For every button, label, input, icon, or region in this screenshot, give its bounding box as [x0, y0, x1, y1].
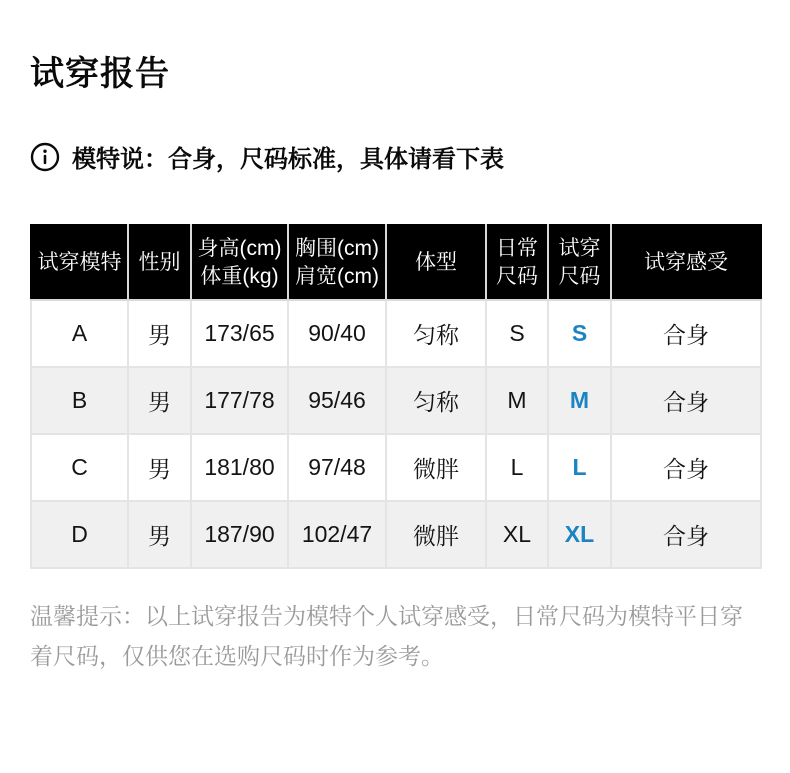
cell-daily-size: S — [486, 300, 548, 367]
table-row — [31, 434, 761, 501]
header-text: 尺码 — [496, 264, 538, 288]
header-text: 肩宽(cm) — [295, 264, 379, 288]
header-cell-fit-feedback — [611, 225, 761, 300]
footer-note-label: 温馨提示： — [30, 603, 145, 630]
header-cell-chest-shoulder — [288, 225, 386, 300]
cell-model: B — [31, 367, 128, 434]
header-cell-gender — [128, 225, 191, 300]
cell-tried-size: L — [548, 434, 611, 501]
cell-height-weight: 187/90 — [191, 501, 288, 568]
model-note-text: 模特说：合身，尺码标准，具体请看下表 — [72, 146, 504, 174]
fitting-report-panel — [0, 56, 790, 676]
footer-note-text: 以上试穿报告为模特个人试穿感受，日常尺码为模特平日穿着尺码，仅供您在选购尺码时作为参考。 — [30, 603, 743, 670]
fitting-report-table — [30, 224, 762, 569]
cell-body-type: 微胖 — [386, 501, 486, 568]
cell-chest-shoulder: 97/48 — [288, 434, 386, 501]
cell-gender: 男 — [128, 367, 191, 434]
header-cell-height-weight — [191, 225, 288, 300]
header-text: 胸围(cm) — [295, 236, 379, 260]
table-row — [31, 300, 761, 367]
header-text: 日常 — [496, 236, 538, 260]
cell-height-weight: 173/65 — [191, 300, 288, 367]
header-text: 体型 — [415, 250, 457, 274]
header-cell-tried-size — [548, 225, 611, 300]
cell-fit-feedback: 合身 — [611, 300, 761, 367]
header-text: 试穿感受 — [644, 250, 728, 274]
model-note — [30, 139, 760, 174]
cell-model: D — [31, 501, 128, 568]
cell-gender: 男 — [128, 300, 191, 367]
cell-body-type: 匀称 — [386, 300, 486, 367]
cell-body-type: 匀称 — [386, 367, 486, 434]
cell-gender: 男 — [128, 501, 191, 568]
cell-tried-size: S — [548, 300, 611, 367]
cell-daily-size: L — [486, 434, 548, 501]
cell-height-weight: 181/80 — [191, 434, 288, 501]
cell-fit-feedback: 合身 — [611, 367, 761, 434]
table-header-row — [31, 225, 761, 300]
cell-chest-shoulder: 95/46 — [288, 367, 386, 434]
info-icon — [30, 142, 60, 172]
header-cell-body-type — [386, 225, 486, 300]
table-row — [31, 367, 761, 434]
cell-model: A — [31, 300, 128, 367]
header-text: 体重(kg) — [200, 264, 279, 288]
header-text: 试穿模特 — [37, 250, 122, 274]
cell-model: C — [31, 434, 128, 501]
cell-chest-shoulder: 90/40 — [288, 300, 386, 367]
cell-daily-size: M — [486, 367, 548, 434]
cell-gender: 男 — [128, 434, 191, 501]
cell-tried-size: XL — [548, 501, 611, 568]
header-text: 身高(cm) — [197, 236, 282, 260]
cell-fit-feedback: 合身 — [611, 501, 761, 568]
header-text: 试穿 — [558, 236, 601, 260]
header-cell-daily-size — [486, 225, 548, 300]
page-title: 试穿报告 — [30, 55, 170, 93]
cell-body-type: 微胖 — [386, 434, 486, 501]
cell-chest-shoulder: 102/47 — [288, 501, 386, 568]
cell-daily-size: XL — [486, 501, 548, 568]
table-row — [31, 501, 761, 568]
header-cell-model — [31, 225, 128, 300]
cell-tried-size: M — [548, 367, 611, 434]
header-text: 性别 — [138, 250, 181, 274]
header-text: 尺码 — [558, 264, 601, 288]
cell-height-weight: 177/78 — [191, 367, 288, 434]
footer-note — [30, 596, 760, 676]
cell-fit-feedback: 合身 — [611, 434, 761, 501]
